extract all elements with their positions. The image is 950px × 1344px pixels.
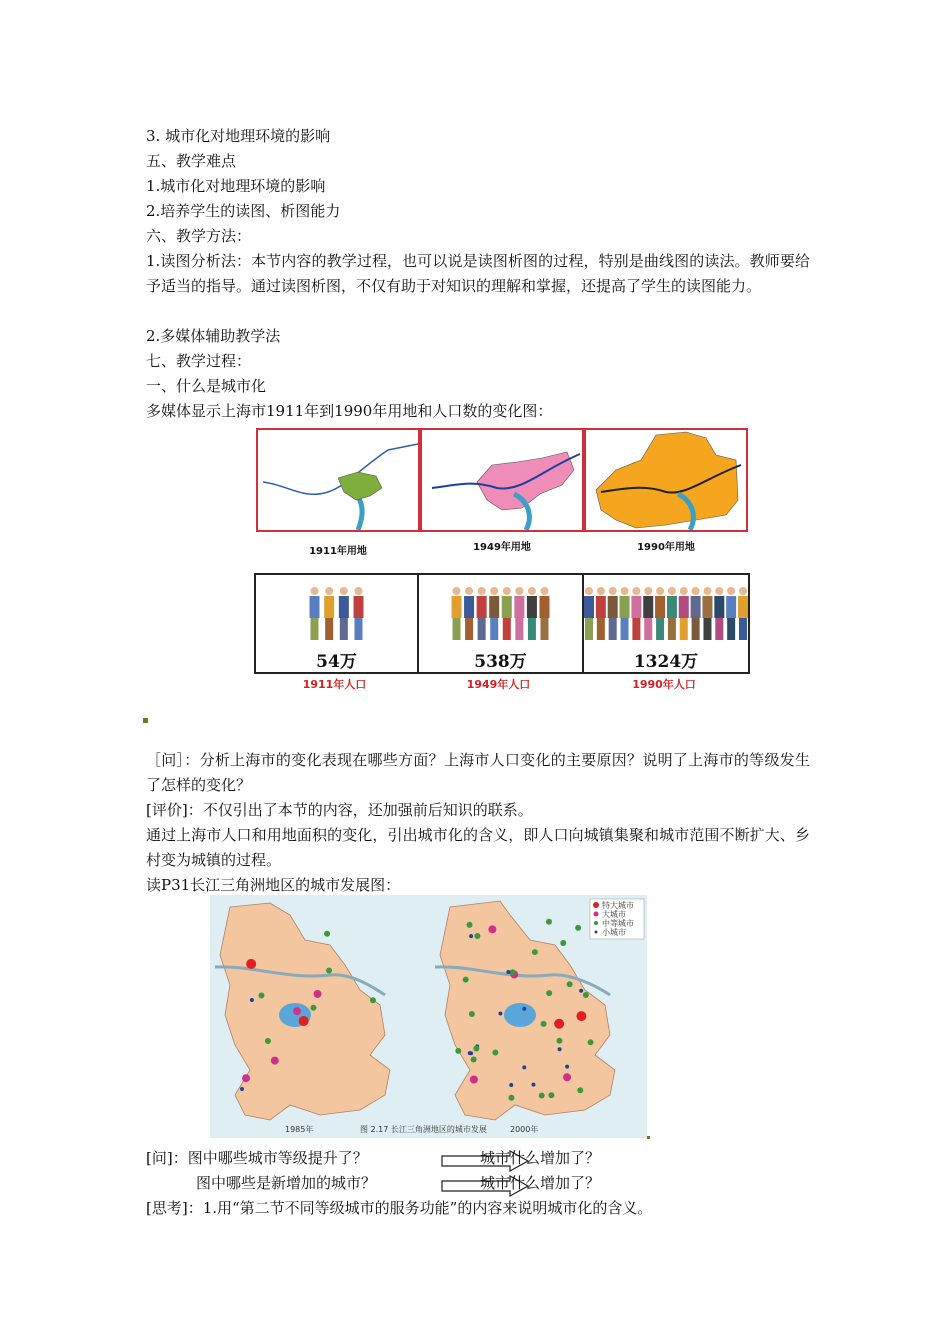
person-figure (631, 587, 641, 640)
text-line: 2.培养学生的读图、析图能力 (146, 202, 341, 220)
city-marker (240, 1087, 244, 1091)
city-marker (469, 1011, 475, 1017)
city-marker (498, 1012, 502, 1016)
city-marker (546, 990, 552, 996)
city-marker (246, 959, 256, 969)
person-figure (714, 587, 724, 640)
city-marker (467, 922, 473, 928)
person-figure (679, 587, 689, 640)
people-1911 (256, 575, 417, 645)
city-marker (488, 925, 496, 933)
person-figure (310, 587, 320, 640)
evaluation-line: [评价]：不仅引出了本节的内容，还加强前后知识的联系。 (146, 801, 533, 819)
person-figure (643, 587, 653, 640)
city-marker (509, 1083, 513, 1087)
city-marker (250, 998, 254, 1002)
pop-value-1911: 54万 (316, 652, 357, 672)
city-marker (324, 931, 330, 937)
person-figure (608, 587, 618, 640)
city-marker (370, 997, 376, 1003)
land-panel-1949 (420, 428, 584, 532)
city-marker (554, 1019, 564, 1029)
city-marker (473, 1046, 479, 1052)
city-marker (468, 1051, 472, 1055)
city-marker (471, 1057, 477, 1063)
city-marker (522, 1065, 526, 1069)
city-marker (271, 1057, 279, 1065)
land-panel-1911 (256, 428, 420, 532)
question-line-2: 图中哪些是新增加的城市？ (196, 1174, 377, 1192)
city-marker (546, 919, 552, 925)
person-figure (596, 587, 606, 640)
city-marker (506, 970, 510, 974)
person-figure (738, 587, 748, 640)
city-marker (508, 1095, 514, 1101)
legend-1: 特大城市 (602, 901, 634, 910)
person-figure (527, 587, 537, 640)
paragraph: 通过上海市人口和用地面积的变化，引出城市化的含义，即人口向城镇集聚和城市范围不断扩大、乡村变为城镇的过程。 (146, 826, 810, 869)
city-marker (470, 1075, 478, 1083)
person-figure (655, 587, 665, 640)
section-heading: 一、什么是城市化 (146, 377, 267, 395)
person-figure (620, 587, 630, 640)
pop-caption-1990: 1990年人口 (632, 678, 696, 691)
city-marker (563, 1073, 571, 1081)
text-line: 多媒体显示上海市1911年到1990年用地和人口数的变化图： (146, 402, 553, 420)
paragraph: 1.读图分析法：本节内容的教学过程，也可以说是读图析图的过程，特别是曲线图的读法。教师要给予适当的指导。通过读图析图，不仅有助于对知识的理解和掌握，还提高了学生的读图能力。 (146, 252, 810, 295)
person-figure (354, 587, 364, 640)
land-caption-1949: 1949年用地 (473, 542, 531, 553)
person-figure (726, 587, 736, 640)
city-marker (326, 968, 332, 974)
city-marker (492, 1050, 498, 1056)
section-heading: 五、教学难点 (146, 152, 237, 170)
question-line-2b: 城市什么增加了？ (480, 1174, 601, 1192)
pop-panel-1990 (582, 573, 750, 674)
person-figure (540, 587, 550, 640)
city-marker (510, 969, 516, 975)
person-figure (339, 587, 349, 640)
legend-4: 小城市 (602, 928, 626, 937)
city-marker (299, 1016, 309, 1026)
land-caption-1990: 1990年用地 (637, 542, 695, 553)
legend-2: 大城市 (602, 910, 626, 919)
question-line-1b: 城市什么增加了？ (480, 1149, 601, 1167)
person-figure (464, 587, 474, 640)
city-marker (560, 940, 566, 946)
person-figure (489, 587, 499, 640)
city-marker (310, 1005, 316, 1011)
city-marker (548, 1092, 554, 1098)
land-map-1949 (422, 430, 582, 530)
section-heading: 七、教学过程： (146, 352, 252, 370)
city-marker (242, 1074, 250, 1082)
city-marker (577, 1087, 583, 1093)
people-1990 (584, 575, 748, 645)
pop-value-1990: 1324万 (633, 652, 699, 672)
pop-panel-1949 (417, 573, 584, 674)
text-line: 2.多媒体辅助教学法 (146, 327, 281, 345)
city-marker (258, 992, 264, 998)
person-figure (477, 587, 487, 640)
land-map-1990 (586, 430, 746, 530)
city-marker (469, 934, 473, 938)
map-year-right: 2000年 (510, 1125, 539, 1134)
land-panel-1990 (584, 428, 748, 532)
person-figure (324, 587, 334, 640)
person-figure (452, 587, 462, 640)
city-marker (314, 990, 322, 998)
city-marker (522, 1007, 526, 1011)
delta-maps (210, 895, 647, 1138)
land-map-1911 (258, 430, 418, 530)
city-marker (474, 933, 480, 939)
person-figure (702, 587, 712, 640)
thinking-line: [思考]：1.用“第二节不同等级城市的服务功能”的内容来说明城市化的含义。 (146, 1199, 653, 1217)
text-line: 3. 城市化对地理环境的影响 (146, 127, 331, 145)
city-marker (293, 1007, 301, 1015)
city-marker (565, 1065, 569, 1069)
city-marker (567, 981, 573, 987)
city-marker (532, 949, 538, 955)
person-figure (584, 587, 594, 640)
city-marker (575, 925, 581, 931)
question-line-1: [问]：图中哪些城市等级提升了？ (146, 1149, 368, 1167)
city-marker (539, 1092, 545, 1098)
city-marker (531, 1083, 535, 1087)
stray-mark (143, 718, 148, 723)
pop-caption-1911: 1911年人口 (302, 678, 367, 691)
shanghai-change-figure (254, 428, 750, 696)
legend-3: 中等城市 (602, 919, 634, 928)
pop-value-1949: 538万 (474, 652, 527, 672)
map-year-left: 1985年 (285, 1125, 314, 1134)
pop-caption-1949: 1949年人口 (466, 678, 531, 691)
question-paragraph: ［问］：分析上海市的变化表现在哪些方面？上海市人口变化的主要原因？说明了上海市的等级发生了怎样的变化？ (146, 751, 810, 794)
city-marker (576, 1011, 586, 1021)
city-marker (558, 1047, 562, 1051)
stray-mark (647, 1136, 650, 1139)
person-figure (502, 587, 512, 640)
land-caption-1911: 1911年用地 (309, 546, 367, 557)
person-figure (667, 587, 677, 640)
person-figure (691, 587, 701, 640)
section-heading: 六、教学方法： (146, 227, 252, 245)
city-marker (541, 1021, 547, 1027)
person-figure (514, 587, 524, 640)
text-line: 1.城市化对地理环境的影响 (146, 177, 326, 195)
pop-panel-1911 (254, 573, 419, 674)
city-marker (455, 1048, 461, 1054)
city-marker (463, 977, 469, 983)
city-marker (588, 1039, 594, 1045)
city-marker (583, 992, 589, 998)
city-marker (556, 1038, 562, 1044)
city-marker (579, 989, 583, 993)
text-line: 读P31长江三角洲地区的城市发展图： (146, 876, 401, 894)
city-marker (265, 1038, 271, 1044)
people-1949 (419, 575, 582, 645)
map-caption: 图 2.17 长江三角洲地区的城市发展 (360, 1125, 487, 1134)
yangtze-delta-figure (210, 895, 647, 1138)
